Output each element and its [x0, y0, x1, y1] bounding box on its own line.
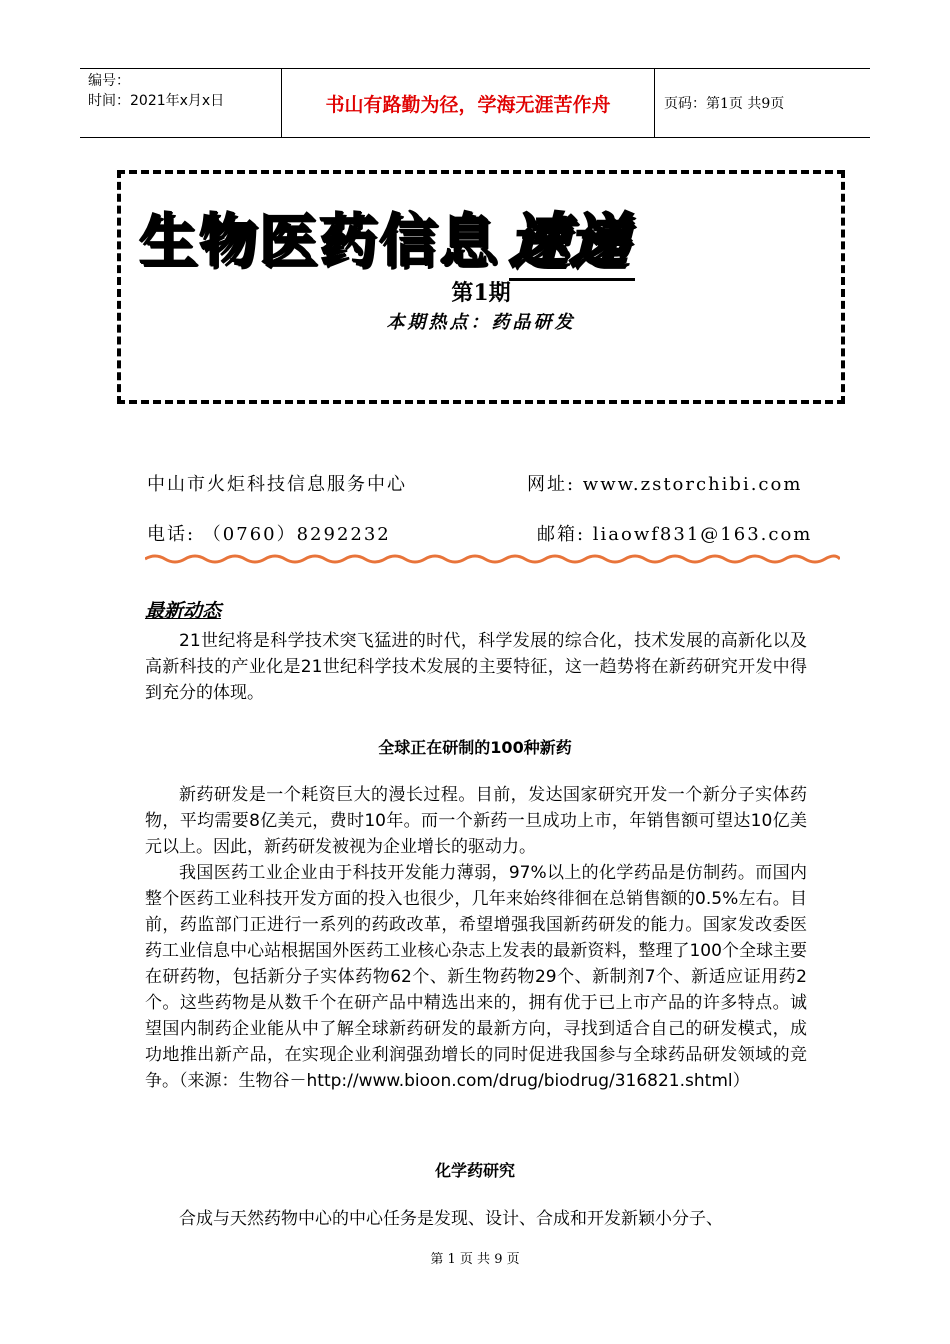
newsletter-title: [139, 194, 635, 281]
paragraph-3: 合成与天然药物中心的中心任务是发现、设计、合成和开发新颖小分子、: [179, 1209, 723, 1229]
paragraph-1: 新药研发是一个耗资巨大的漫长过程。目前，发达国家研究开发一个新分子实体药物，平均需要8亿美元，费时10年。而一个新药一旦成功上市，年销售额可望达10亿美元以上。因此，新药研发被视为企业增长的驱动力。: [145, 785, 807, 857]
subhead-new-drugs: 全球正在研制的100种新药: [378, 738, 572, 757]
website: 网址: www.zstorchibi.com: [527, 474, 803, 495]
body-paragraphs: [145, 782, 807, 1094]
org-name: 中山市火炬科技信息服务中心: [147, 474, 407, 495]
issue-number: 第1期: [451, 280, 511, 306]
wave-divider: [145, 552, 840, 566]
intro-paragraph: [145, 628, 807, 706]
paragraph-2: 我国医药工业企业由于科技开发能力薄弱，97%以上的化学药品是仿制药。而国内整个医药工业科技开发方面的投入也很少，几年来始终徘徊在总销售额的0.5%左右。目前，药监部门正进行一系列的药政改革，希望增强我国新药研发的能力。国家发改委医药工业信息中心站根据国外医药工业核心杂志上发表的最新资料，整理了100个全球主要在研药物，包括新分子实体药物62个、新生物药物29个、新制剂7个、新适应证用药2个。这些药物是从数千个在研产品中精选出来的，拥有优于已上市产品的许多特点。诚望国内制药企业能从中了解全球新药研发的最新方向，寻找到适合自己的研发模式，成功地推出新产品，在实现企业利润强劲增长的同时促进我国参与全球药品研发领域的竞争。（来源：生物谷－http://www.bioon.com/drug/biodrug/316821.shtml）: [145, 863, 807, 1091]
subhead-chemistry: 化学药研究: [434, 1161, 515, 1180]
hot-topic: 本期热点：药品研发: [386, 312, 576, 333]
time-label: 时间：2021年x月x日: [88, 93, 225, 109]
email: 邮箱: liaowf831@163.com: [537, 524, 813, 545]
chemistry-paragraph: [145, 1206, 807, 1232]
number-label: 编号：: [88, 73, 130, 89]
page-header: [80, 68, 870, 138]
header-page-info: 页码：第1页 共9页: [664, 96, 785, 112]
section-title: 最新动态: [145, 600, 222, 622]
phone: 电话: （0760）8292232: [147, 524, 391, 545]
page-footer: 第 1 页 共 9 页: [430, 1252, 520, 1267]
speed-word: 速递: [509, 194, 635, 281]
main-title: 生物医药信息: [139, 207, 500, 275]
header-motto: 书山有路勤为径，学海无涯苦作舟: [282, 69, 655, 137]
title-box: [117, 170, 845, 404]
header-meta: [80, 69, 282, 137]
intro-text: 21世纪将是科学技术突飞猛进的时代，科学发展的综合化，技术发展的高新化以及高新科技的产业化是21世纪科学技术发展的主要特征，这一趋势将在新药研究开发中得到充分的体现。: [145, 631, 807, 703]
